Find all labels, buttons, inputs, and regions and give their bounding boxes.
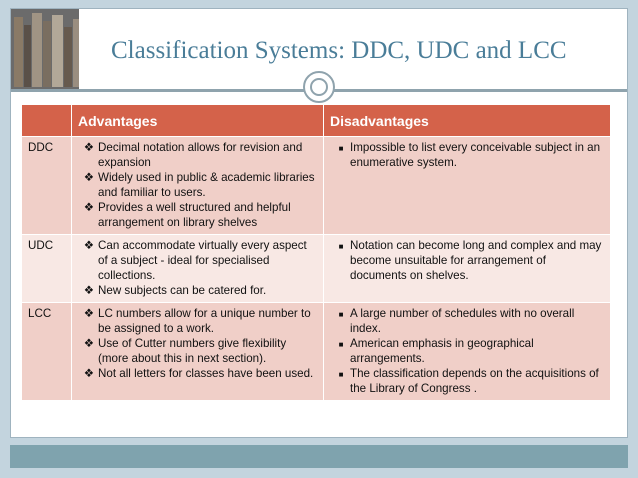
table-row-ddc [22, 137, 611, 235]
circle-ornament-icon [303, 71, 335, 103]
square-bullet-icon: ■ [338, 370, 344, 379]
diamond-bullet-icon: ❖ [83, 367, 95, 380]
footer-band [10, 445, 628, 468]
disadvantages-cell [324, 235, 611, 303]
list-item: ❖ Can accommodate virtually every aspect of a subject - ideal for specialised collections. [83, 239, 307, 282]
disadvantages-cell [324, 303, 611, 401]
table-row-udc [22, 235, 611, 303]
square-bullet-icon: ■ [338, 310, 344, 319]
page-title: Classification Systems: DDC, UDC and LCC [111, 37, 567, 64]
header-disadvantages: Disadvantages [324, 105, 611, 137]
list-item: ❖ Not all letters for classes have been used. [83, 367, 314, 380]
advantages-cell [72, 235, 324, 303]
row-label: LCC [22, 303, 72, 401]
list-item: ■ American emphasis in geographical arrangements. [330, 336, 604, 366]
header-row [22, 105, 611, 137]
books-image [11, 9, 79, 91]
diamond-bullet-icon: ❖ [83, 171, 95, 184]
table-row-lcc [22, 303, 611, 401]
advantages-cell [72, 303, 324, 401]
square-bullet-icon: ■ [338, 144, 344, 153]
square-bullet-icon: ■ [338, 340, 344, 349]
inner-circle-icon [310, 78, 328, 96]
advantages-cell [72, 137, 324, 235]
diamond-bullet-icon: ❖ [83, 307, 95, 320]
list-item: ❖ Use of Cutter numbers give flexibility (more about this in next section). [83, 337, 287, 365]
list-item: ❖ Provides a well structured and helpful arrangement on library shelves [83, 201, 291, 229]
diamond-bullet-icon: ❖ [83, 201, 95, 214]
list-item: ❖ Decimal notation allows for revision and expansion [83, 141, 303, 169]
comparison-table [21, 104, 611, 401]
list-item: ■ A large number of schedules with no overall index. [330, 306, 604, 336]
list-item: ■ The classification depends on the acquisitions of the Library of Congress . [330, 366, 604, 396]
list-item: ■ Notation can become long and complex and may become unsuitable for arrangement of documents on shelves. [330, 238, 604, 283]
square-bullet-icon: ■ [338, 242, 344, 251]
disadvantages-cell [324, 137, 611, 235]
diamond-bullet-icon: ❖ [83, 337, 95, 350]
list-item: ❖ LC numbers allow for a unique number to be assigned to a work. [83, 307, 311, 335]
header-blank [22, 105, 72, 137]
diamond-bullet-icon: ❖ [83, 141, 95, 154]
diamond-bullet-icon: ❖ [83, 239, 95, 252]
list-item: ❖ Widely used in public & academic libraries and familiar to users. [83, 171, 315, 199]
list-item: ■ Impossible to list every conceivable subject in an enumerative system. [330, 140, 604, 170]
list-item: ❖ New subjects can be catered for. [83, 284, 267, 297]
row-label: DDC [22, 137, 72, 235]
row-label: UDC [22, 235, 72, 303]
header-advantages: Advantages [72, 105, 324, 137]
diamond-bullet-icon: ❖ [83, 284, 95, 297]
